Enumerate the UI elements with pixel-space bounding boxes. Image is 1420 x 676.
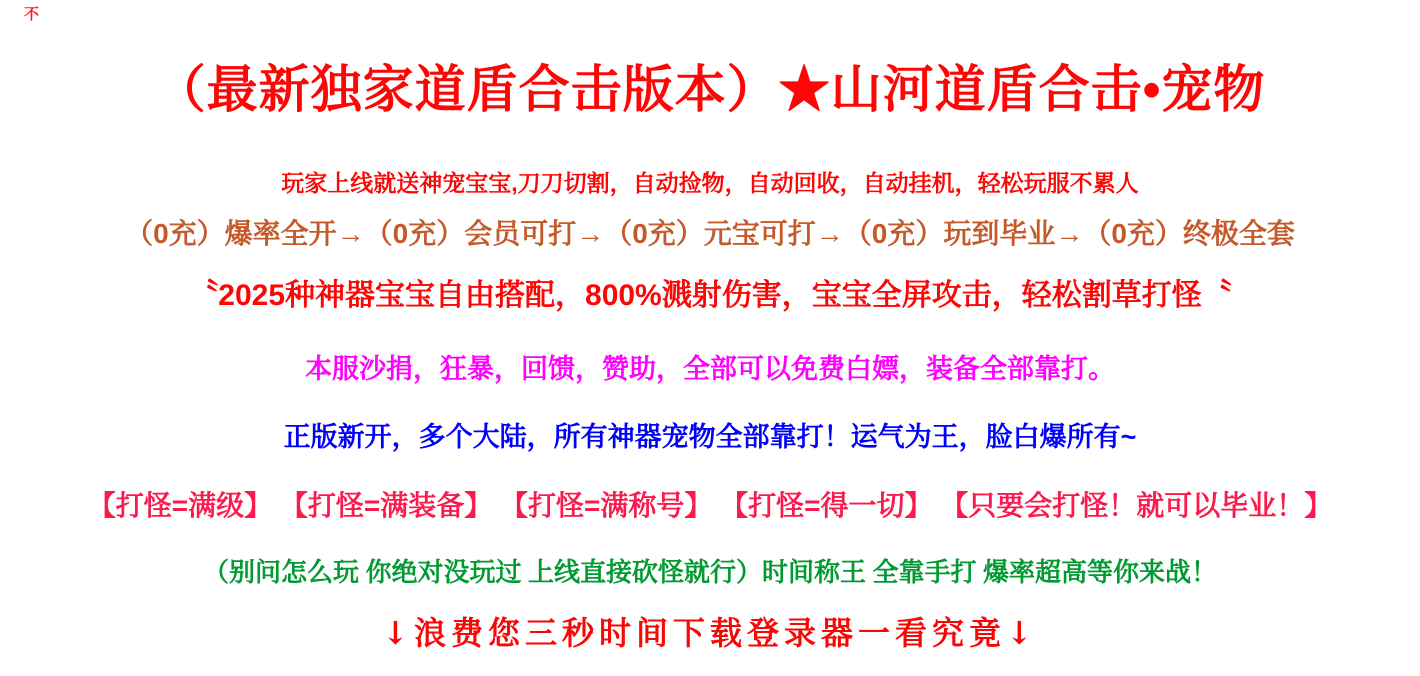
zero-charge-text-line: （0充）爆率全开→（0充）会员可打→（0充）元宝可打→（0充）玩到毕业→（0充）终极全套 — [125, 218, 1295, 249]
welfare-text-line: 玩家上线就送神宠宝宝,刀刀切割，自动捡物，自动回收，自动挂机，轻松玩服不累人 — [281, 170, 1139, 196]
how-to-play-text-line: （别问怎么玩 你绝对没玩过 上线直接砍怪就行）时间称王 全靠手打 爆率超高等你来战！ — [202, 558, 1217, 587]
page-title: （最新独家道盾合击版本）★山河道盾合击•宠物 — [154, 61, 1266, 118]
corner-red-glyph: 不 — [24, 6, 40, 23]
pet-feature-text-line: 〝2025种神器宝宝自由搭配，800%溅射伤害，宝宝全屏攻击，轻松割草打怪〝 — [188, 279, 1232, 312]
download-launcher-line[interactable]: ↓浪费您三秒时间下载登录器一看究竟↓ — [382, 614, 1038, 652]
free-play-text-line: 本服沙捐，狂暴，回馈，赞助，全部可以免费白嫖，装备全部靠打。 — [305, 354, 1115, 384]
monster-equals-text-line: 【打怪=满级】 【打怪=满装备】 【打怪=满称号】 【打怪=得一切】 【只要会打怪！就可以毕业！】 — [87, 490, 1333, 521]
drop-rate-text-line: 正版新开，多个大陆，所有神器宠物全部靠打！运气为王，脸白爆所有~ — [283, 422, 1137, 452]
